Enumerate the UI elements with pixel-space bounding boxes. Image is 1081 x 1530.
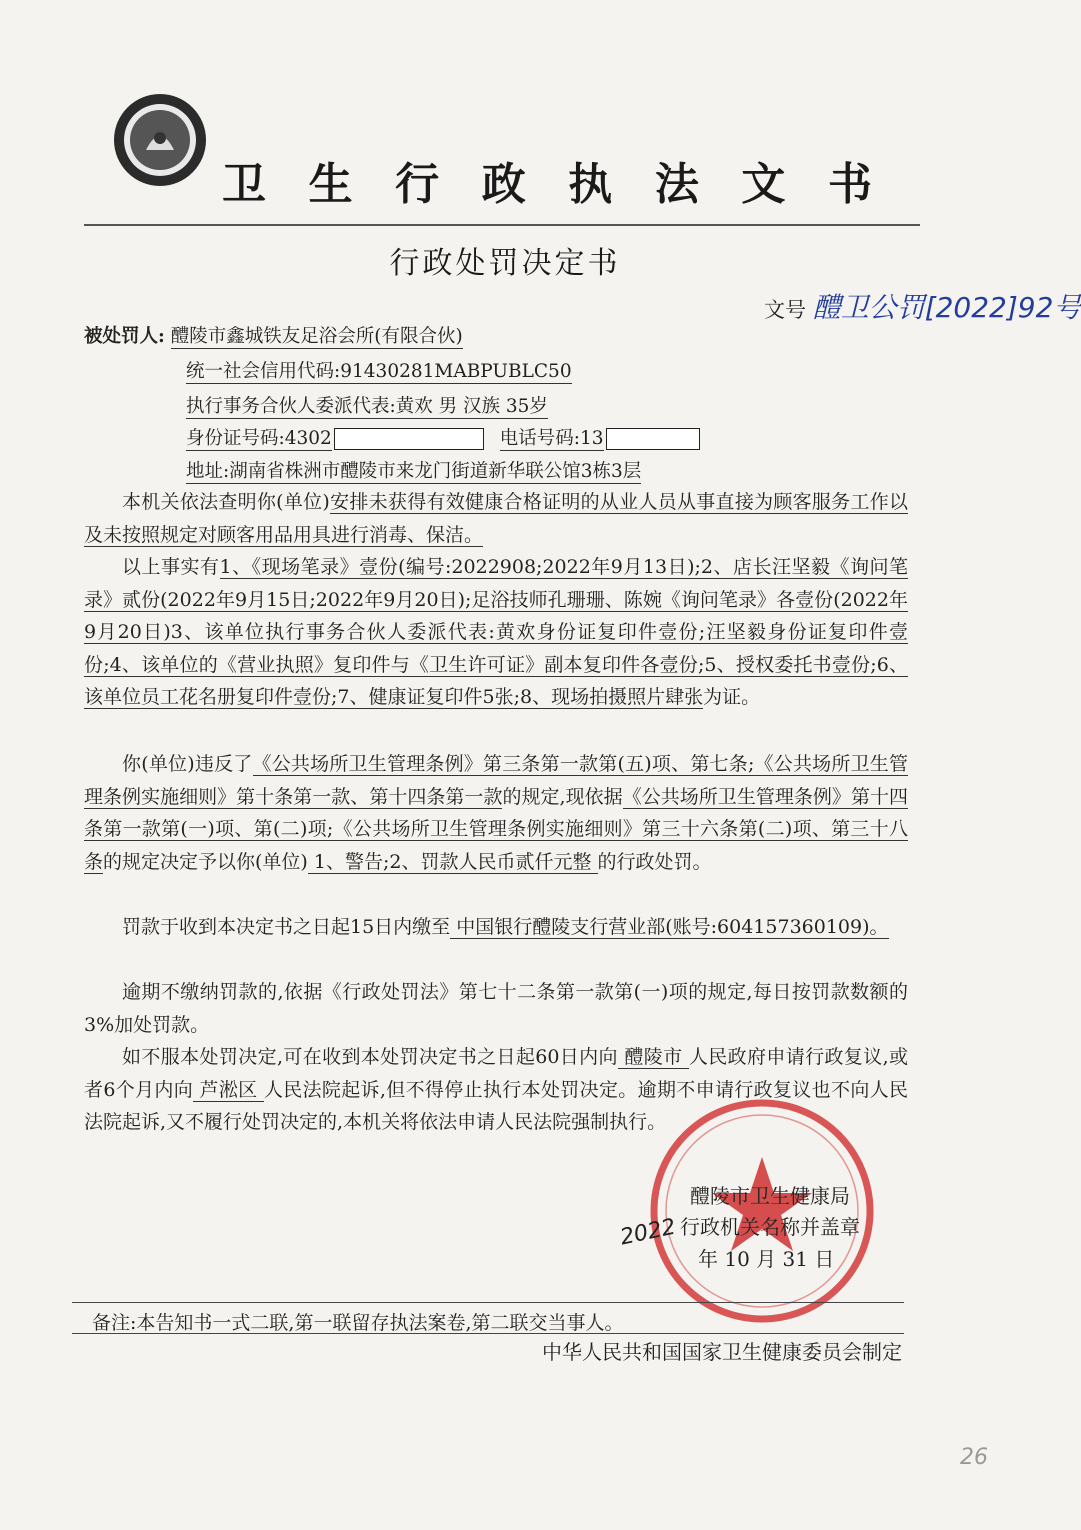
appeal-a: 如不服本处罚决定,可在收到本处罚决定书之日起60日内向 bbox=[122, 1046, 618, 1068]
payment-paragraph bbox=[84, 911, 908, 944]
violation-mid: 的规定,现依据 bbox=[502, 785, 623, 808]
header-title bbox=[222, 148, 872, 212]
page-mark: 26 bbox=[960, 1445, 988, 1470]
party-name-row bbox=[84, 322, 463, 348]
evidence-paragraph bbox=[84, 551, 908, 714]
violation-tail: 的行政处罚。 bbox=[597, 850, 712, 873]
document-title: 行政处罚决定书 bbox=[389, 246, 621, 281]
header-char: 书 bbox=[827, 159, 872, 210]
credit-code: 统一社会信用代码:91430281MABPUBLC50 bbox=[186, 361, 572, 382]
signature-year: 2022 bbox=[618, 1214, 678, 1251]
appeal-c: 人民法院起诉,但不得停止执行本处罚决定。逾期不申请行政复议也不向人民法院起诉,又不履行处罚决定的,本机关将依法申请人民法院强制执行。 bbox=[84, 1078, 908, 1133]
violated-provisions: 《公共场所卫生管理条例》第三条第一款第(五)项、第七条;《公共场所卫生管理条例实施细则》第十条第一款、第十四条第一款 bbox=[84, 753, 909, 808]
stamp-label: 行政机关名称并盖章 bbox=[680, 1215, 860, 1239]
header-char: 执 bbox=[568, 159, 613, 210]
header-char: 行 bbox=[395, 159, 440, 210]
penalty-content: 1、警告;2、罚款人民币贰仟元整 bbox=[307, 850, 598, 873]
violation-lead: 你(单位)违反了 bbox=[122, 753, 253, 775]
appeal-government: 醴陵市 bbox=[617, 1046, 689, 1068]
credit-code-row bbox=[186, 357, 572, 383]
phone-redaction bbox=[606, 428, 700, 450]
evidence-tail: 为证。 bbox=[703, 686, 761, 708]
id-number-label: 身份证号码:4302 bbox=[186, 428, 332, 449]
party-label: 被处罚人: bbox=[84, 326, 165, 347]
note-divider-top bbox=[72, 1302, 904, 1303]
header-char: 法 bbox=[654, 159, 699, 210]
representative: 执行事务合伙人委派代表:黄欢 男 汉族 35岁 bbox=[186, 396, 548, 417]
issuing-organization: 醴陵市卫生健康局 bbox=[690, 1184, 850, 1208]
phone-label: 电话号码:13 bbox=[499, 428, 604, 449]
header-char: 卫 bbox=[222, 159, 266, 210]
appeal-court: 芦淞区 bbox=[193, 1078, 264, 1101]
payment-lead: 罚款于收到本决定书之日起15日内缴至 bbox=[122, 916, 451, 938]
header-divider bbox=[84, 224, 920, 226]
findings-paragraph bbox=[84, 486, 908, 551]
document-number-value: 醴卫公罚[2022]92号 bbox=[812, 291, 1081, 324]
remark-note: 备注:本告知书一式二联,第一联留存执法案卷,第二联交当事人。 bbox=[92, 1312, 624, 1334]
violation-mid2: 的规定决定予以你(单位) bbox=[103, 850, 308, 873]
findings-lead: 本机关依法查明你(单位) bbox=[122, 491, 330, 513]
address-row bbox=[186, 457, 641, 483]
penalty-basis: 《公共场所卫生管理条例》第十四条第一款第(一)项、第(二)项;《公共场所卫生管理条例实施细则》第三十六条第(二)项、第三十八条 bbox=[84, 785, 908, 873]
header-char: 文 bbox=[741, 159, 786, 210]
overdue-paragraph: 逾期不缴纳罚款的,依据《行政处罚法》第七十二条第一款第(一)项的规定,每日按罚款数额的3%加处罚款。 bbox=[84, 981, 908, 1036]
party-name: 醴陵市鑫城铁友足浴会所(有限合伙) bbox=[170, 326, 463, 347]
header-char: 政 bbox=[481, 159, 526, 210]
violation-paragraph bbox=[84, 748, 908, 878]
document-number-label: 文号 bbox=[764, 298, 806, 322]
header-char: 生 bbox=[308, 159, 353, 210]
signature-date: 年 10 月 31 日 bbox=[698, 1247, 835, 1271]
address: 地址:湖南省株洲市醴陵市来龙门街道新华联公馆3栋3层 bbox=[186, 461, 642, 482]
note-divider-bottom bbox=[72, 1333, 904, 1334]
id-phone-row bbox=[186, 424, 702, 450]
payment-bank: 中国银行醴陵支行营业部(账号:604157360109)。 bbox=[450, 916, 889, 938]
evidence-list: 1、《现场笔录》壹份(编号:2022908;2022年9月13日);2、店长汪坚毅《询问笔录》贰份(2022年9月15日;2022年9月20日);足浴技师孔珊珊、陈婉《询问笔录》各壹份(2022年9月20日)3、该单位执行事务合伙人委派代表:黄欢身份证复印件壹份;汪坚毅身份证复印件壹份;4、该单位的《营业执照》复印件与《卫生许可证》副本复印件各壹份;5、授权委托书壹份;6、该单位员工花名册复印件壹份;7、健康证复印件5张;8、现场拍摄照片肆张 bbox=[84, 556, 908, 708]
findings-fact: 安排未获得有效健康合格证明的从业人员从事直接为顾客服务工作以及未按照规定对顾客用品用具进行消毒、保洁。 bbox=[84, 491, 908, 546]
appeal-b: 人民政府申请行政复议,或者6个月内向 bbox=[84, 1046, 908, 1101]
id-redaction bbox=[334, 428, 484, 450]
issuer-footer: 中华人民共和国国家卫生健康委员会制定 bbox=[542, 1340, 902, 1364]
evidence-lead: 以上事实有 bbox=[122, 556, 220, 578]
representative-row bbox=[186, 392, 548, 418]
health-enforcement-emblem-icon bbox=[112, 92, 208, 188]
document-number bbox=[764, 286, 1081, 326]
